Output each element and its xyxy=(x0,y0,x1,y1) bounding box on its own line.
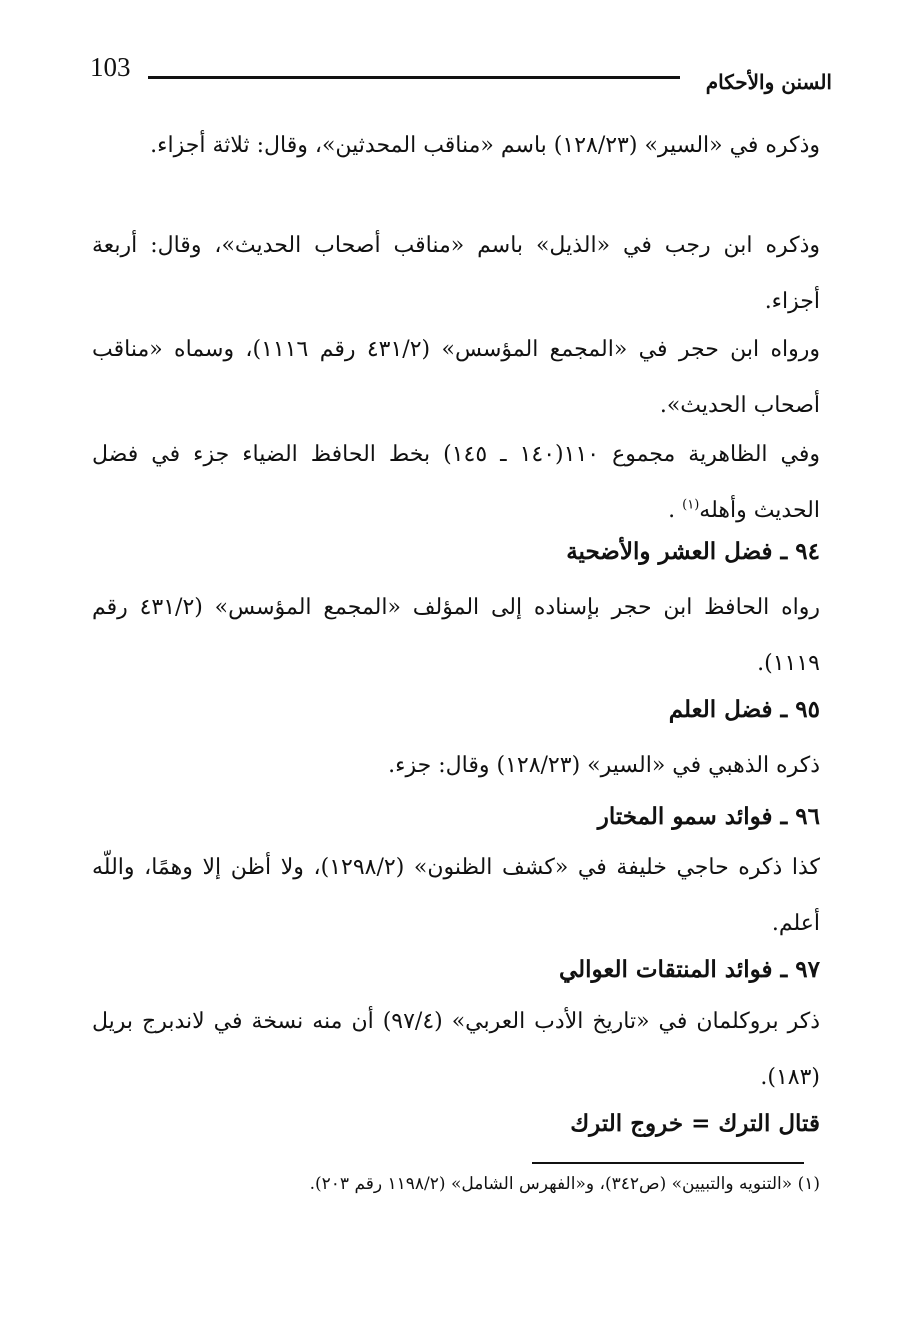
paragraph-dhayl: وذكره ابن رجب في «الذيل» باسم «مناقب أصحاب الحديث»، وقال: أربعة أجزاء. xyxy=(92,233,820,314)
heading-97: ٩٧ ـ فوائد المنتقات العوالي xyxy=(558,956,820,983)
footnote-reference: (١) xyxy=(682,497,700,513)
footnote-rule xyxy=(532,1162,804,1164)
running-title: السنن والأحكام xyxy=(705,70,832,94)
paragraph-zahiriyya-tail: . xyxy=(668,498,683,523)
page-number: 103 xyxy=(90,52,131,82)
paragraph-96: كذا ذكره حاجي خليفة في «كشف الظنون» (١٢٩٨/٢)، ولا أظن إلا وهمًا، واللّه أعلم. xyxy=(92,855,820,936)
paragraph-siyar-manaqib: وذكره في «السير» (١٢٨/٢٣) باسم «مناقب المحدثين»، وقال: ثلاثة أجزاء. xyxy=(150,133,820,158)
heading-96: ٩٦ ـ فوائد سمو المختار xyxy=(597,803,820,830)
heading-94: ٩٤ ـ فضل العشر والأضحية xyxy=(566,538,820,565)
footnote: (١) «التنويه والتبيين» (ص٣٤٢)، و«الفهرس الشامل» (١١٩٨/٢ رقم ٢٠٣). xyxy=(309,1174,820,1194)
body-text xyxy=(92,0,820,1337)
paragraph-zahiriyya xyxy=(92,427,820,539)
paragraph-95: ذكره الذهبي في «السير» (١٢٨/٢٣) وقال: جزء. xyxy=(388,753,820,778)
paragraph-97: ذكر بروكلمان في «تاريخ الأدب العربي» (٩٧/٤) أن منه نسخة في لاندبرج بريل (١٨٣). xyxy=(92,1009,820,1090)
paragraph-ibn-hajar: ورواه ابن حجر في «المجمع المؤسس» (٤٣١/٢ رقم ١١١٦)، وسماه «مناقب أصحاب الحديث». xyxy=(92,337,820,418)
paragraph-zahiriyya-text: وفي الظاهرية مجموع ١١٠(١٤٠ ـ ١٤٥) بخط الحافظ الضياء جزء في فضل الحديث وأهله xyxy=(92,442,820,523)
heading-95: ٩٥ ـ فضل العلم xyxy=(668,696,820,723)
heading-qital-al-turk: قتال الترك = خروج الترك xyxy=(570,1110,820,1137)
paragraph-94: رواه الحافظ ابن حجر بإسناده إلى المؤلف «المجمع المؤسس» (٤٣١/٢ رقم ١١١٩). xyxy=(92,595,820,676)
